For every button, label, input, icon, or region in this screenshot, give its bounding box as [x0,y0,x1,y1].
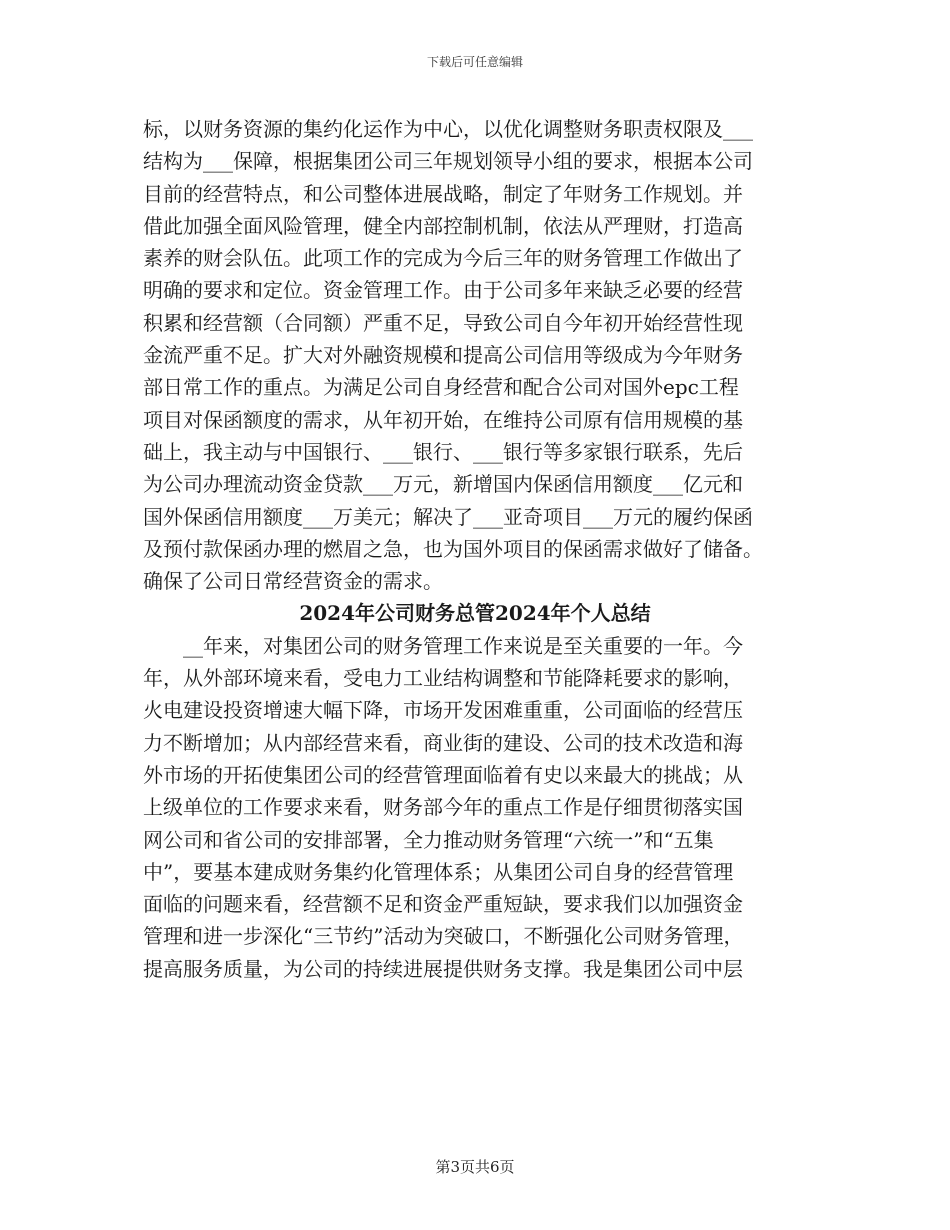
text-line: 网公司和省公司的安排部署，全力推动财务管理“六统一”和“五集 [143,827,714,852]
text-line: 金流严重不足。扩大对外融资规模和提高公司信用等级成为今年财务 [143,343,743,368]
text-line: __年来，对集团公司的财务管理工作来说是至关重要的一年。今 [143,633,743,658]
text-line: 火电建设投资增速大幅下降，市场开发困难重重，公司面临的经营压 [143,698,743,723]
text-line: 管理和进一步深化“三节约”活动为突破口，不断强化公司财务管理， [143,924,744,949]
text-line: 提高服务质量，为公司的持续进展提供财务支撑。我是集团公司中层 [143,956,743,981]
page-header: 下载后可任意编辑 [426,55,523,69]
section-title: 2024年公司财务总管2024年个人总结 [299,601,651,626]
text-line: 国外保函信用额度___万美元；解决了___亚奇项目___万元的履约保函 [143,504,753,529]
document-body [143,113,807,985]
text-line: 为公司办理流动资金贷款___万元，新增国内保函信用额度___亿元和 [143,472,743,497]
text-line: 确保了公司日常经营资金的需求。 [143,569,443,594]
text-line: 项目对保函额度的需求，从年初开始，在维持公司原有信用规模的基 [143,407,743,432]
page-number: 第3页共6页 [435,1158,515,1176]
paragraph-continued [143,113,807,597]
text-line: 及预付款保函办理的燃眉之急，也为国外项目的保函需求做好了储备。 [143,536,763,561]
text-line: 力不断增加；从内部经营来看，商业街的建设、公司的技术改造和海 [143,730,743,755]
text-line: 标，以财务资源的集约化运作为中心，以优化调整财务职责权限及___ [143,117,753,141]
text-line: 借此加强全面风险管理，健全内部控制机制，依法从严理财，打造高 [143,213,743,238]
text-line: 部日常工作的重点。为满足公司自身经营和配合公司对国外epc工程 [143,375,739,400]
text-line: 积累和经营额（合同额）严重不足，导致公司自今年初开始经营性现 [143,310,743,335]
text-line: 面临的问题来看，经营额不足和资金严重短缺，要求我们以加强资金 [143,892,743,917]
text-line: 上级单位的工作要求来看，财务部今年的重点工作是仔细贯彻落实国 [143,795,743,820]
text-line: 外市场的开拓使集团公司的经营管理面临着有史以来最大的挑战；从 [143,762,743,787]
text-line: 础上，我主动与中国银行、___银行、___银行等多家银行联系，先后 [143,439,743,464]
text-line: 明确的要求和定位。资金管理工作。由于公司多年来缺乏必要的经营 [143,278,743,303]
text-line: 素养的财会队伍。此项工作的完成为今后三年的财务管理工作做出了 [143,246,743,271]
text-line: 年，从外部环境来看，受电力工业结构调整和节能降耗要求的影响， [143,666,743,691]
text-line: 结构为___保障，根据集团公司三年规划领导小组的要求，根据本公司 [143,149,753,174]
paragraph-summary [143,630,807,985]
text-line: 目前的经营特点，和公司整体进展战略，制定了年财务工作规划。并 [143,181,743,206]
text-line: 中”，要基本建成财务集约化管理体系；从集团公司自身的经营管理 [143,859,734,884]
